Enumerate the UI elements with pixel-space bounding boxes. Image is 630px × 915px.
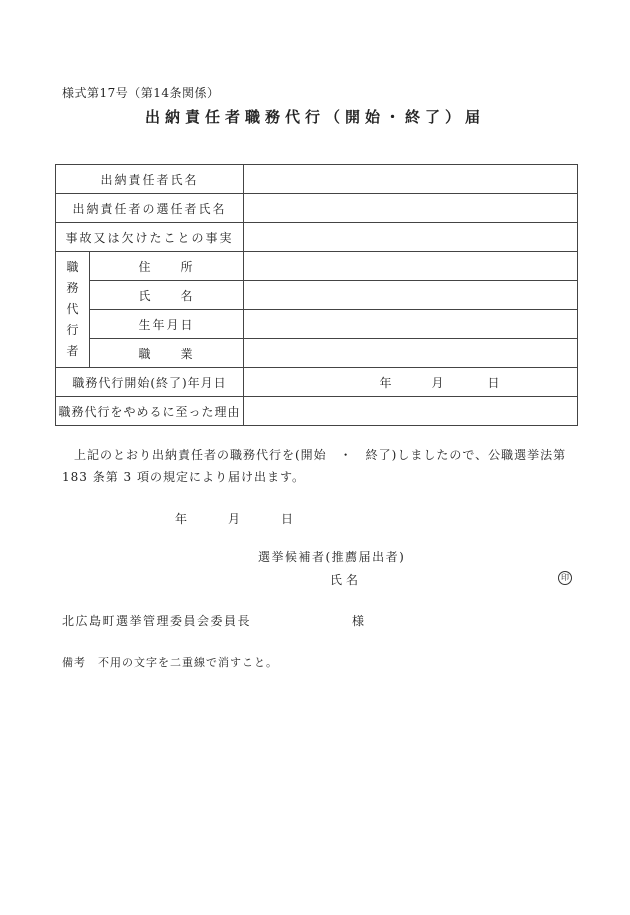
reason-field[interactable] <box>244 397 578 426</box>
appointer-name-label: 出納責任者の選任者氏名 <box>56 194 244 223</box>
group-char: 者 <box>66 344 79 358</box>
submit-month-label: 月 <box>228 512 241 526</box>
group-char: 代 <box>66 302 79 316</box>
birthdate-label: 生年月日 <box>90 310 244 339</box>
group-char: 職 <box>66 260 79 274</box>
submit-year-label: 年 <box>175 512 188 526</box>
notification-table <box>55 164 578 426</box>
table-row <box>56 310 578 339</box>
honorific-label: 様 <box>352 614 365 628</box>
incident-fact-field[interactable] <box>244 223 578 252</box>
date-year-label: 年 <box>379 375 392 390</box>
date-day-label: 日 <box>487 375 500 390</box>
submit-day-label: 日 <box>281 512 294 526</box>
table-row <box>56 397 578 426</box>
table-row <box>56 339 578 368</box>
occupation-label: 職 業 <box>90 339 244 368</box>
table-row <box>56 223 578 252</box>
form-number-label: 様式第17号（第14条関係） <box>62 86 220 100</box>
treasurer-name-field[interactable] <box>244 165 578 194</box>
candidate-label: 選挙候補者(推薦届出者) <box>258 550 406 564</box>
acting-name-label: 氏 名 <box>90 281 244 310</box>
acting-name-field[interactable] <box>244 281 578 310</box>
table-row <box>56 368 578 397</box>
addressee-label: 北広島町選挙管理委員会委員長 <box>62 614 252 628</box>
group-char: 行 <box>66 323 79 337</box>
acting-person-group-label <box>56 252 90 368</box>
table-row <box>56 252 578 281</box>
reason-label: 職務代行をやめるに至った理由 <box>56 397 244 426</box>
seal-icon: 印 <box>558 571 572 585</box>
form-title: 出納責任者職務代行（開始・終了）届 <box>144 108 485 126</box>
address-field[interactable] <box>244 252 578 281</box>
table-row <box>56 194 578 223</box>
occupation-field[interactable] <box>244 339 578 368</box>
signature-name-label: 氏名 <box>330 573 363 587</box>
table-row <box>56 165 578 194</box>
appointer-name-field[interactable] <box>244 194 578 223</box>
date-month-label: 月 <box>431 375 444 390</box>
incident-fact-label: 事故又は欠けたことの事実 <box>56 223 244 252</box>
remark-note: 備考 不用の文字を二重線で消すこと。 <box>62 656 278 669</box>
start-end-date-field[interactable] <box>244 368 578 397</box>
start-end-date-label: 職務代行開始(終了)年月日 <box>56 368 244 397</box>
treasurer-name-label: 出納責任者氏名 <box>56 165 244 194</box>
birthdate-field[interactable] <box>244 310 578 339</box>
declaration-text: 上記のとおり出納責任者の職務代行を(開始 ・ 終了)しましたので、公職選挙法第 183 条第 3 項の規定により届け出ます。 <box>62 448 567 484</box>
address-label: 住 所 <box>90 252 244 281</box>
table-row <box>56 281 578 310</box>
group-char: 務 <box>66 281 79 295</box>
